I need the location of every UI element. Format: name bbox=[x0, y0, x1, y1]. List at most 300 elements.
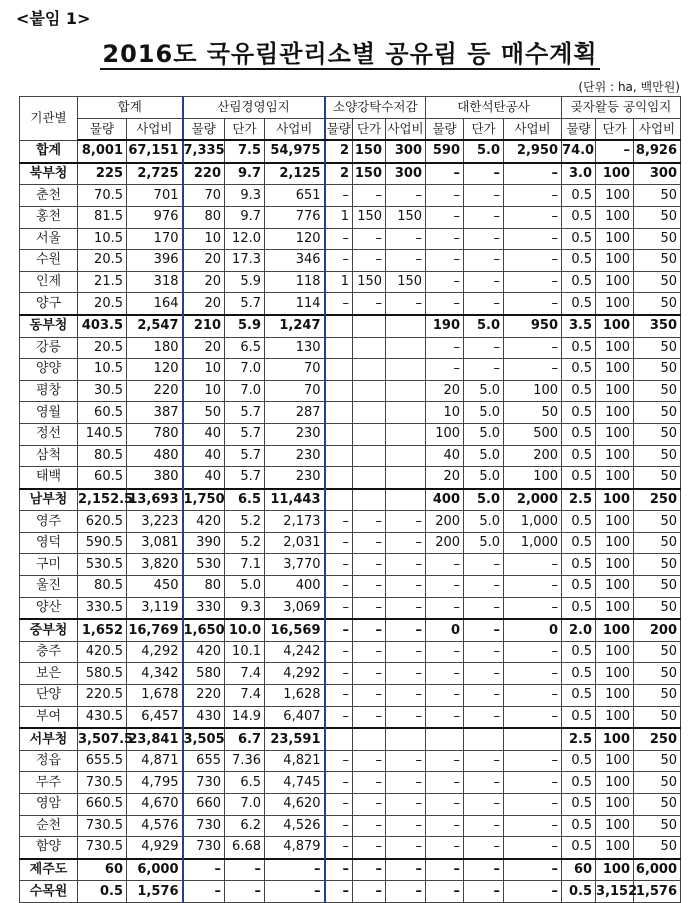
value-cell: 3,507.5 bbox=[78, 728, 127, 750]
value-cell: 300 bbox=[386, 140, 426, 163]
value-cell bbox=[386, 467, 426, 489]
value-cell: 1,628 bbox=[265, 685, 325, 707]
value-cell: – bbox=[353, 881, 386, 903]
value-cell: 5.0 bbox=[464, 445, 504, 467]
value-cell: – bbox=[464, 641, 504, 663]
value-cell: 100 bbox=[426, 423, 464, 445]
value-cell: 2,725 bbox=[127, 163, 183, 185]
value-cell: 5.0 bbox=[225, 576, 265, 598]
value-cell: 1,678 bbox=[127, 685, 183, 707]
org-name-cell: 구미 bbox=[20, 554, 78, 576]
value-cell: 1,576 bbox=[634, 881, 681, 903]
value-cell: – bbox=[504, 359, 562, 381]
table-row bbox=[20, 794, 681, 816]
org-name-cell: 합계 bbox=[20, 140, 78, 163]
value-cell: 4,620 bbox=[265, 794, 325, 816]
value-cell: – bbox=[386, 576, 426, 598]
org-name-cell: 강릉 bbox=[20, 337, 78, 359]
value-cell: – bbox=[353, 815, 386, 837]
value-cell: 8,001 bbox=[78, 140, 127, 163]
org-name-cell: 북부청 bbox=[20, 163, 78, 185]
value-cell: 0.5 bbox=[562, 511, 596, 533]
value-cell: – bbox=[325, 706, 353, 728]
value-cell: 100 bbox=[596, 794, 634, 816]
table-row bbox=[20, 423, 681, 445]
value-cell: 5.0 bbox=[464, 467, 504, 489]
value-cell: 2 bbox=[325, 140, 353, 163]
value-cell: 230 bbox=[265, 423, 325, 445]
value-cell: – bbox=[325, 597, 353, 619]
value-cell: 100 bbox=[596, 728, 634, 750]
value-cell: – bbox=[426, 772, 464, 794]
value-cell: – bbox=[504, 706, 562, 728]
header-price: 단가 bbox=[596, 118, 634, 140]
value-cell: 100 bbox=[504, 380, 562, 402]
org-name-cell: 삼척 bbox=[20, 445, 78, 467]
document-title: 2016도 국유림관리소별 공유림 등 매수계획 bbox=[102, 40, 598, 68]
value-cell: 730.5 bbox=[78, 815, 127, 837]
value-cell: 396 bbox=[127, 250, 183, 272]
value-cell: 0 bbox=[504, 619, 562, 641]
value-cell bbox=[325, 337, 353, 359]
table-row bbox=[20, 576, 681, 598]
value-cell: 0.5 bbox=[562, 337, 596, 359]
value-cell: 0.5 bbox=[562, 794, 596, 816]
value-cell: 651 bbox=[265, 185, 325, 207]
value-cell: 420 bbox=[183, 641, 225, 663]
value-cell: – bbox=[325, 619, 353, 641]
value-cell: – bbox=[464, 271, 504, 293]
value-cell: – bbox=[464, 293, 504, 315]
value-cell: 40 bbox=[183, 423, 225, 445]
value-cell: 130 bbox=[265, 337, 325, 359]
value-cell: 20.5 bbox=[78, 337, 127, 359]
value-cell: 655 bbox=[183, 750, 225, 772]
value-cell: – bbox=[353, 554, 386, 576]
value-cell: 7.0 bbox=[225, 380, 265, 402]
value-cell: 50 bbox=[634, 641, 681, 663]
table-row bbox=[20, 772, 681, 794]
value-cell: – bbox=[464, 685, 504, 707]
table-row bbox=[20, 859, 681, 881]
value-cell: 100 bbox=[596, 619, 634, 641]
value-cell: – bbox=[426, 293, 464, 315]
value-cell: 3,820 bbox=[127, 554, 183, 576]
value-cell: 776 bbox=[265, 206, 325, 228]
value-cell: – bbox=[504, 881, 562, 903]
value-cell: – bbox=[596, 140, 634, 163]
value-cell bbox=[353, 359, 386, 381]
value-cell bbox=[353, 467, 386, 489]
value-cell: 1,247 bbox=[265, 315, 325, 337]
value-cell: 300 bbox=[634, 163, 681, 185]
value-cell: – bbox=[464, 554, 504, 576]
value-cell: – bbox=[504, 772, 562, 794]
value-cell: 5.7 bbox=[225, 445, 265, 467]
value-cell: 3,770 bbox=[265, 554, 325, 576]
value-cell: 100 bbox=[596, 206, 634, 228]
value-cell: 4,342 bbox=[127, 663, 183, 685]
table-row bbox=[20, 837, 681, 859]
value-cell: – bbox=[325, 576, 353, 598]
value-cell: 20 bbox=[183, 271, 225, 293]
value-cell: 100 bbox=[596, 837, 634, 859]
value-cell bbox=[386, 337, 426, 359]
table-row bbox=[20, 663, 681, 685]
value-cell: 4,670 bbox=[127, 794, 183, 816]
value-cell: 0.5 bbox=[562, 641, 596, 663]
value-cell: 150 bbox=[353, 271, 386, 293]
value-cell: – bbox=[426, 185, 464, 207]
table-row bbox=[20, 402, 681, 424]
value-cell bbox=[325, 380, 353, 402]
value-cell bbox=[353, 402, 386, 424]
value-cell: 5.0 bbox=[464, 423, 504, 445]
org-name-cell: 중부청 bbox=[20, 619, 78, 641]
org-name-cell: 무주 bbox=[20, 772, 78, 794]
value-cell: – bbox=[504, 554, 562, 576]
value-cell: 620.5 bbox=[78, 511, 127, 533]
value-cell: 7.0 bbox=[225, 359, 265, 381]
value-cell: 6,000 bbox=[127, 859, 183, 881]
value-cell: 4,292 bbox=[265, 663, 325, 685]
table-row bbox=[20, 750, 681, 772]
value-cell: – bbox=[353, 511, 386, 533]
value-cell: 530 bbox=[183, 554, 225, 576]
value-cell: – bbox=[464, 576, 504, 598]
value-cell: 70 bbox=[265, 380, 325, 402]
org-name-cell: 순천 bbox=[20, 815, 78, 837]
value-cell: 1,000 bbox=[504, 532, 562, 554]
value-cell: 660 bbox=[183, 794, 225, 816]
value-cell: 114 bbox=[265, 293, 325, 315]
value-cell: 6,000 bbox=[634, 859, 681, 881]
value-cell: – bbox=[426, 685, 464, 707]
value-cell: – bbox=[464, 881, 504, 903]
org-name-cell: 평창 bbox=[20, 380, 78, 402]
value-cell: – bbox=[504, 837, 562, 859]
table-row bbox=[20, 163, 681, 185]
value-cell: 6.68 bbox=[225, 837, 265, 859]
header-coal: 대한석탄공사 bbox=[426, 97, 562, 119]
value-cell: 2,152.5 bbox=[78, 489, 127, 511]
value-cell: 40 bbox=[183, 467, 225, 489]
value-cell bbox=[386, 315, 426, 337]
table-row bbox=[20, 359, 681, 381]
value-cell: 150 bbox=[386, 271, 426, 293]
value-cell: 50 bbox=[634, 380, 681, 402]
value-cell: – bbox=[426, 794, 464, 816]
org-name-cell: 서울 bbox=[20, 228, 78, 250]
value-cell bbox=[386, 402, 426, 424]
value-cell bbox=[353, 337, 386, 359]
unit-note: (단위 : ha, 백만원) bbox=[578, 80, 680, 94]
value-cell: 2,173 bbox=[265, 511, 325, 533]
value-cell: – bbox=[386, 293, 426, 315]
value-cell: 11,443 bbox=[265, 489, 325, 511]
value-cell: 7.1 bbox=[225, 554, 265, 576]
value-cell: – bbox=[386, 619, 426, 641]
value-cell: 20.5 bbox=[78, 250, 127, 272]
value-cell: 5.7 bbox=[225, 467, 265, 489]
header-row-groups bbox=[20, 97, 681, 119]
value-cell: 7.4 bbox=[225, 663, 265, 685]
value-cell: 100 bbox=[596, 163, 634, 185]
value-cell: – bbox=[504, 228, 562, 250]
value-cell: 7.36 bbox=[225, 750, 265, 772]
value-cell: 6.5 bbox=[225, 772, 265, 794]
value-cell: 5.0 bbox=[464, 532, 504, 554]
value-cell: 390 bbox=[183, 532, 225, 554]
value-cell: 225 bbox=[78, 163, 127, 185]
value-cell: – bbox=[353, 663, 386, 685]
value-cell: 0.5 bbox=[562, 467, 596, 489]
value-cell: 120 bbox=[265, 228, 325, 250]
value-cell: – bbox=[325, 837, 353, 859]
value-cell: 164 bbox=[127, 293, 183, 315]
value-cell: 200 bbox=[634, 619, 681, 641]
value-cell: 50 bbox=[634, 750, 681, 772]
value-cell: 54,975 bbox=[265, 140, 325, 163]
purchase-plan-table bbox=[19, 96, 681, 903]
value-cell: 50 bbox=[634, 337, 681, 359]
value-cell: 50 bbox=[634, 293, 681, 315]
value-cell: 10.1 bbox=[225, 641, 265, 663]
value-cell: 4,821 bbox=[265, 750, 325, 772]
value-cell: 430.5 bbox=[78, 706, 127, 728]
value-cell: 0.5 bbox=[562, 359, 596, 381]
value-cell: 100 bbox=[596, 489, 634, 511]
value-cell: – bbox=[426, 576, 464, 598]
value-cell: 0.5 bbox=[562, 706, 596, 728]
org-name-cell: 정읍 bbox=[20, 750, 78, 772]
value-cell: – bbox=[353, 706, 386, 728]
value-cell: 4,242 bbox=[265, 641, 325, 663]
value-cell: – bbox=[353, 532, 386, 554]
value-cell: 50 bbox=[634, 359, 681, 381]
value-cell: 200 bbox=[426, 511, 464, 533]
header-forest-management: 산림경영임지 bbox=[183, 97, 325, 119]
value-cell: 5.2 bbox=[225, 532, 265, 554]
org-name-cell: 남부청 bbox=[20, 489, 78, 511]
value-cell: 500 bbox=[504, 423, 562, 445]
value-cell: 100 bbox=[596, 315, 634, 337]
value-cell: 2,950 bbox=[504, 140, 562, 163]
value-cell: 4,795 bbox=[127, 772, 183, 794]
value-cell: 2,125 bbox=[265, 163, 325, 185]
value-cell: 400 bbox=[426, 489, 464, 511]
header-qty: 물량 bbox=[183, 118, 225, 140]
value-cell: 4,745 bbox=[265, 772, 325, 794]
value-cell: 7.4 bbox=[225, 685, 265, 707]
value-cell: 100 bbox=[596, 554, 634, 576]
value-cell: 100 bbox=[596, 293, 634, 315]
attachment-label: <붙임 1> bbox=[16, 9, 91, 28]
value-cell: – bbox=[325, 250, 353, 272]
value-cell: 2,547 bbox=[127, 315, 183, 337]
value-cell: 50 bbox=[634, 706, 681, 728]
value-cell: – bbox=[504, 641, 562, 663]
value-cell: 100 bbox=[596, 445, 634, 467]
value-cell: 580 bbox=[183, 663, 225, 685]
value-cell: – bbox=[325, 554, 353, 576]
value-cell: – bbox=[504, 185, 562, 207]
value-cell: 300 bbox=[386, 163, 426, 185]
value-cell bbox=[325, 315, 353, 337]
value-cell: 220 bbox=[127, 380, 183, 402]
value-cell: 387 bbox=[127, 402, 183, 424]
value-cell: – bbox=[426, 837, 464, 859]
value-cell: 976 bbox=[127, 206, 183, 228]
value-cell: – bbox=[353, 228, 386, 250]
value-cell: 17.3 bbox=[225, 250, 265, 272]
value-cell: – bbox=[353, 685, 386, 707]
value-cell: – bbox=[504, 163, 562, 185]
value-cell: – bbox=[325, 750, 353, 772]
table-row bbox=[20, 685, 681, 707]
org-name-cell: 양양 bbox=[20, 359, 78, 381]
org-name-cell: 보은 bbox=[20, 663, 78, 685]
table-row bbox=[20, 511, 681, 533]
value-cell: 4,879 bbox=[265, 837, 325, 859]
value-cell: 10 bbox=[426, 402, 464, 424]
org-name-cell: 정선 bbox=[20, 423, 78, 445]
value-cell: – bbox=[183, 859, 225, 881]
table-row bbox=[20, 380, 681, 402]
value-cell: – bbox=[386, 685, 426, 707]
value-cell bbox=[325, 402, 353, 424]
value-cell: – bbox=[464, 750, 504, 772]
value-cell bbox=[353, 315, 386, 337]
value-cell: 100 bbox=[596, 380, 634, 402]
table-row bbox=[20, 293, 681, 315]
value-cell: 330.5 bbox=[78, 597, 127, 619]
value-cell: 4,871 bbox=[127, 750, 183, 772]
org-name-cell: 울진 bbox=[20, 576, 78, 598]
table-row bbox=[20, 619, 681, 641]
value-cell: 12.0 bbox=[225, 228, 265, 250]
header-qty: 물량 bbox=[78, 118, 127, 140]
value-cell: 950 bbox=[504, 315, 562, 337]
header-org: 기관별 bbox=[20, 97, 78, 141]
value-cell: – bbox=[386, 772, 426, 794]
value-cell: 6,457 bbox=[127, 706, 183, 728]
value-cell: 100 bbox=[596, 185, 634, 207]
value-cell: 0.5 bbox=[562, 185, 596, 207]
value-cell: 350 bbox=[634, 315, 681, 337]
value-cell: 5.9 bbox=[225, 315, 265, 337]
value-cell: – bbox=[325, 859, 353, 881]
table-row bbox=[20, 815, 681, 837]
table-row bbox=[20, 597, 681, 619]
value-cell: – bbox=[426, 815, 464, 837]
value-cell: – bbox=[426, 163, 464, 185]
value-cell: 118 bbox=[265, 271, 325, 293]
value-cell bbox=[353, 380, 386, 402]
value-cell: – bbox=[504, 750, 562, 772]
value-cell: 0.5 bbox=[562, 554, 596, 576]
value-cell: – bbox=[386, 250, 426, 272]
value-cell: 50 bbox=[634, 685, 681, 707]
value-cell: – bbox=[464, 815, 504, 837]
value-cell: 100 bbox=[596, 511, 634, 533]
value-cell: 530.5 bbox=[78, 554, 127, 576]
value-cell: 0.5 bbox=[562, 271, 596, 293]
value-cell: 0.5 bbox=[562, 597, 596, 619]
value-cell: 0.5 bbox=[562, 881, 596, 903]
value-cell: 220 bbox=[183, 685, 225, 707]
header-cost: 사업비 bbox=[386, 118, 426, 140]
value-cell bbox=[353, 489, 386, 511]
value-cell: 450 bbox=[127, 576, 183, 598]
value-cell: 3,223 bbox=[127, 511, 183, 533]
value-cell: – bbox=[464, 619, 504, 641]
org-name-cell: 영월 bbox=[20, 402, 78, 424]
org-name-cell: 함양 bbox=[20, 837, 78, 859]
value-cell: 0.5 bbox=[562, 815, 596, 837]
value-cell: – bbox=[464, 794, 504, 816]
value-cell: 60.5 bbox=[78, 467, 127, 489]
value-cell: 5.7 bbox=[225, 423, 265, 445]
value-cell: – bbox=[353, 576, 386, 598]
value-cell: 6.7 bbox=[225, 728, 265, 750]
header-price: 단가 bbox=[353, 118, 386, 140]
header-qty: 물량 bbox=[325, 118, 353, 140]
value-cell: – bbox=[386, 815, 426, 837]
value-cell: 420 bbox=[183, 511, 225, 533]
value-cell: 5.2 bbox=[225, 511, 265, 533]
value-cell: 10.5 bbox=[78, 228, 127, 250]
value-cell: – bbox=[386, 859, 426, 881]
value-cell bbox=[325, 423, 353, 445]
value-cell: 100 bbox=[596, 532, 634, 554]
value-cell: 0.5 bbox=[562, 380, 596, 402]
value-cell: 250 bbox=[634, 728, 681, 750]
value-cell bbox=[386, 359, 426, 381]
value-cell: – bbox=[353, 794, 386, 816]
value-cell: 730 bbox=[183, 837, 225, 859]
org-name-cell: 단양 bbox=[20, 685, 78, 707]
value-cell: 100 bbox=[596, 706, 634, 728]
value-cell: 20 bbox=[183, 250, 225, 272]
value-cell: – bbox=[386, 706, 426, 728]
value-cell: 0.5 bbox=[562, 532, 596, 554]
value-cell: 2 bbox=[325, 163, 353, 185]
value-cell: 10 bbox=[183, 359, 225, 381]
value-cell: – bbox=[353, 750, 386, 772]
value-cell: – bbox=[386, 228, 426, 250]
value-cell: – bbox=[386, 663, 426, 685]
table-row bbox=[20, 228, 681, 250]
header-qty: 물량 bbox=[426, 118, 464, 140]
value-cell: – bbox=[386, 837, 426, 859]
value-cell: 100 bbox=[596, 815, 634, 837]
value-cell: 0.5 bbox=[562, 445, 596, 467]
table-row bbox=[20, 250, 681, 272]
value-cell: 0.5 bbox=[562, 228, 596, 250]
value-cell: – bbox=[325, 293, 353, 315]
value-cell: 80 bbox=[183, 576, 225, 598]
value-cell: 13,693 bbox=[127, 489, 183, 511]
header-gotjawal: 곶자왈등 공익임지 bbox=[562, 97, 681, 119]
value-cell bbox=[353, 423, 386, 445]
value-cell: 9.7 bbox=[225, 163, 265, 185]
value-cell: – bbox=[325, 663, 353, 685]
value-cell: – bbox=[325, 532, 353, 554]
value-cell: – bbox=[464, 206, 504, 228]
value-cell: 200 bbox=[426, 532, 464, 554]
value-cell: 220 bbox=[183, 163, 225, 185]
